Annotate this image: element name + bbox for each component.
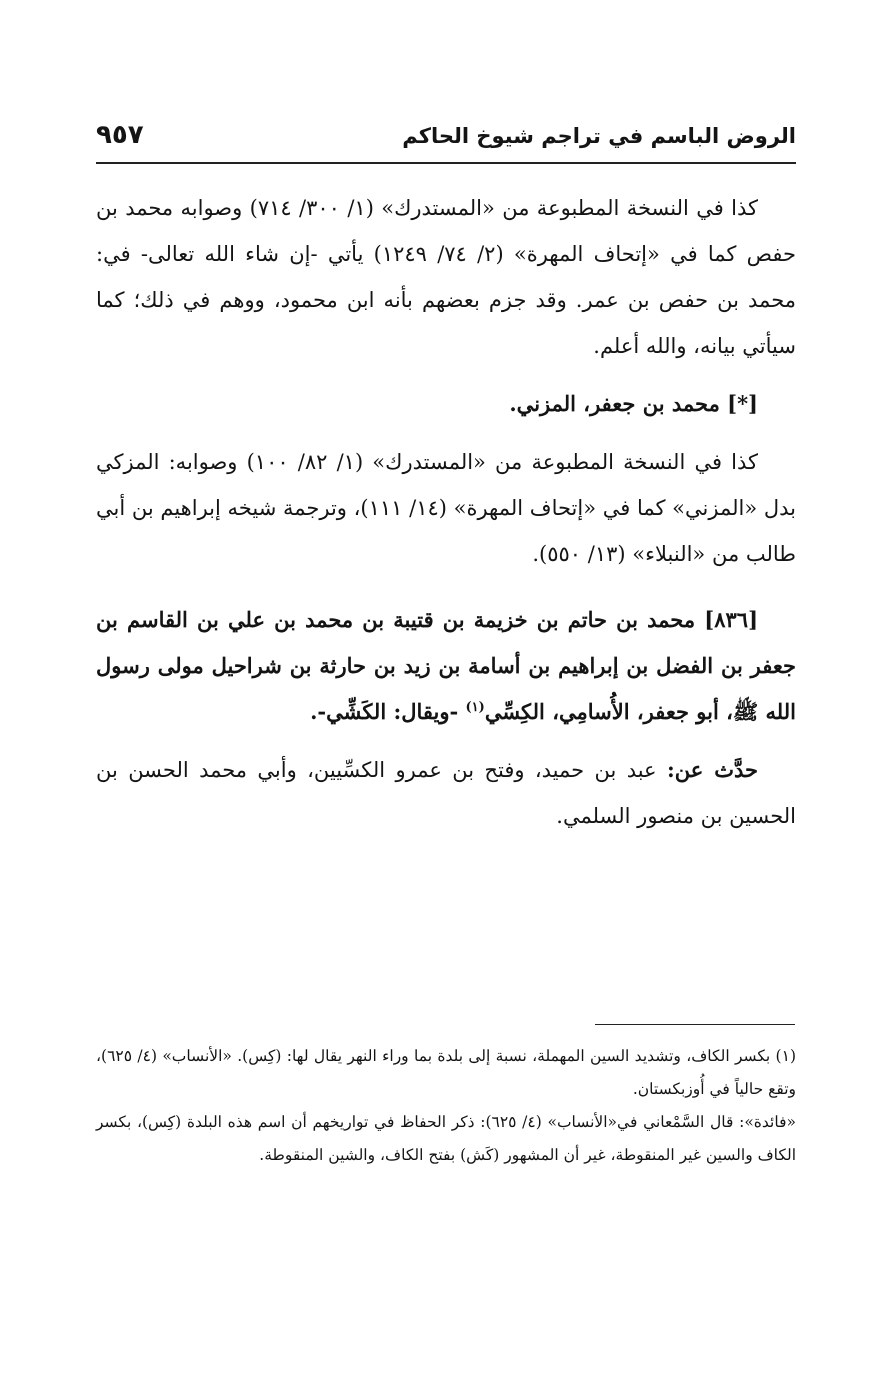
header-divider: [96, 162, 796, 164]
entry-alt-nisba: -ويقال: الكَشِّي-.: [310, 699, 466, 724]
footnote-1: (١) بكسر الكاف، وتشديد السين المهملة، نسبة إلى بلدة بما وراء النهر يقال لها: (كِس). «الأنساب» (٤/ ٦٢٥)، وتقع حالياً في أُوزبكستان.: [96, 1047, 796, 1098]
narrated-from-list: عبد بن حميد، وفتح بن عمرو الكسِّيين، وأبي محمد الحسن بن الحسين بن منصور السلمي.: [96, 758, 796, 828]
narrated-from-paragraph: [96, 747, 796, 839]
biography-entry-836: [96, 597, 796, 735]
paragraph-note-1: كذا في النسخة المطبوعة من «المستدرك» (١/ ٣٠٠/ ٧١٤) وصوابه محمد بن حفص كما في «إتحاف المهرة» (٢/ ٧٤/ ١٢٤٩) يأتي -إن شاء الله تعالى- في: محمد بن حفص بن عمر. وقد جزم بعضهم بأنه ابن محمود، ووهم في ذلك؛ كما سيأتي بيانه، والله أعلم.: [96, 196, 796, 358]
running-header: [96, 118, 796, 158]
footnote-reference[interactable]: (١): [465, 700, 485, 715]
main-text: [96, 185, 796, 839]
footnote-1-benefit: «فائدة»: قال السَّمْعاني في«الأنساب» (٤/ ٦٢٥): ذكر الحفاظ في تواريخهم أن اسم هذه البلدة (كِس)، بكسر الكاف والسين غير المنقوطة، غير أن المشهور (كَش) بفتح الكاف، والشين المنقوطة.: [96, 1113, 796, 1164]
footnotes-section: [96, 1040, 796, 1172]
narrated-from-label: حدَّث عن:: [666, 757, 758, 782]
entry-name-chain: [٨٣٦] محمد بن حاتم بن خزيمة بن قتيبة بن محمد بن علي بن القاسم بن جعفر بن الفضل بن إبراهيم بن أسامة بن زيد بن حارثة بن شراحيل مولى رسول الله ﷺ، أبو جعفر، الأُسامِي، الكِسِّي: [96, 607, 796, 724]
entry-heading-mazni: [*] محمد بن جعفر، المزني.: [509, 391, 758, 416]
paragraph-note-2: كذا في النسخة المطبوعة من «المستدرك» (١/ ٨٢/ ١٠٠) وصوابه: المزكي بدل «المزني» كما في «إتحاف المهرة» (١٤/ ١١١)، وترجمة شيخه إبراهيم بن أبي طالب من «النبلاء» (١٣/ ٥٥٠).: [96, 450, 796, 566]
page-number: ٩٥٧: [96, 120, 144, 150]
book-title: الروض الباسم في تراجم شيوخ الحاكم: [402, 124, 796, 148]
footnote-divider: [595, 1024, 795, 1025]
